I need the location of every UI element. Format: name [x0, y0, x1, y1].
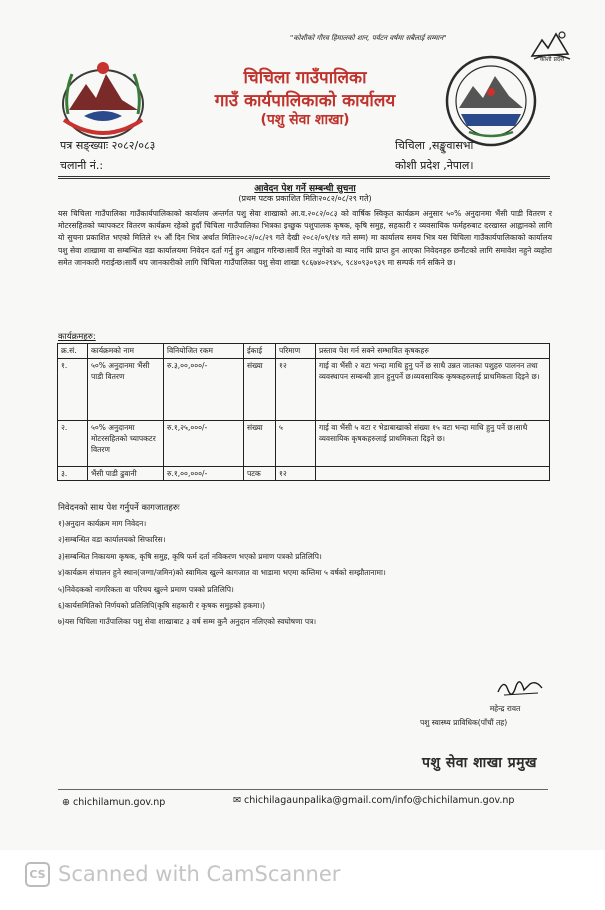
- table-row: [58, 467, 550, 481]
- column-header: परिमाण: [276, 344, 316, 359]
- footer-website: [62, 797, 165, 808]
- cell-eligible-farmers: [316, 467, 550, 481]
- title-municipality: चिचिला गाउँपालिका: [243, 68, 367, 88]
- nepal-emblem: [54, 54, 152, 146]
- koshi-province-caption: कोशी प्रदेश: [539, 56, 565, 63]
- cell-unit: संख्या: [244, 359, 276, 421]
- cell-sn: १.: [58, 359, 88, 421]
- address-line-1: चिचिला ,सङ्खुवासभा: [395, 139, 474, 152]
- cell-program-name: ५०% अनुदानमा मोटरसहितको च्यापकटर वितरण: [88, 421, 164, 467]
- title-branch: (पशु सेवा शाखा): [260, 112, 350, 128]
- list-item: ५)निवेदकको नागरिकता वा परिचय खुल्ने प्रमाण पत्रको प्रतिलिपि।: [58, 584, 234, 594]
- cell-sn: ३.: [58, 467, 88, 481]
- table-header-row: [58, 344, 550, 359]
- slogan: "कोशीको गौरव हिमालको शान, पर्यटन वर्षमा सबैलाई सम्मान": [290, 34, 447, 42]
- list-item: ७)यस चिचिला गाउँपालिका पशु सेवा शाखाबाट ३ वर्ष सम्म कुनै अनुदान नलिएको स्वघोषणा पत्र।: [58, 617, 317, 627]
- branch-chief-stamp: पशु सेवा शाखा प्रमुख: [422, 755, 537, 771]
- chalani-number: चलानी नं.:: [60, 159, 104, 172]
- list-item: १)अनुदान कार्यक्रम माग निवेदन।: [58, 519, 147, 528]
- patra-sankhya: पत्र सङ्ख्याः २०८२/०८३: [60, 139, 156, 152]
- cell-quantity: ५: [276, 421, 316, 467]
- cell-eligible-farmers: गाई वा भैंसी २ वटा भन्दा माथि हुनु पर्ने छ साथै उन्नत जातका पशुहरु पालनन तथा व्यवस्थापन सम्बन्धी ज्ञान हुनुपर्ने छ।व्यवसायिक कृषकहरुलाई प्राथमिकता दिइने छ।: [316, 359, 550, 421]
- cell-quantity: १२: [276, 359, 316, 421]
- table-row: [58, 421, 550, 467]
- signatory-title: पशु स्वास्थ्य प्राविधिक(पाँचौं तह): [420, 718, 508, 727]
- column-header: विनियोजित रकम: [164, 344, 244, 359]
- title-office: गाउँ कार्यपालिकाको कार्यालय: [214, 91, 396, 111]
- envelope-icon: ✉: [233, 795, 241, 806]
- list-item: ३)सम्बन्धित निकायमा कृषक, कृषि समुह, कृषि फर्म दर्ता नविकरण भएको प्रमाण पत्रको प्रतिलिपि।: [58, 551, 322, 561]
- email-text: chichilagaunpalika@gmail.com/info@chichilamun.gov.np: [244, 795, 515, 806]
- cell-amount: रु.१,००,०००/-: [164, 467, 244, 481]
- cell-unit: पटक: [244, 467, 276, 481]
- cell-program-name: ५०% अनुदानमा भैंसी पाडी वितरण: [88, 359, 164, 421]
- column-header: क्र.सं.: [58, 344, 88, 359]
- header-divider: [58, 176, 550, 177]
- signatory-name: महेन्द्र रावत: [489, 704, 521, 713]
- header-divider-double: [58, 178, 550, 179]
- camscanner-logo: CS: [25, 862, 50, 887]
- footer-email: [233, 795, 514, 806]
- cell-quantity: १२: [276, 467, 316, 481]
- list-item: ४)कार्यक्रम संचालन हुने स्थान(जग्गा/जमिन)को स्वामित्व खुल्ने कागजात वा भाडामा भएमा कम्तिमा ५ वर्षको सम्झौतानामा।: [58, 568, 386, 578]
- cell-amount: रु.१,२५,०००/-: [164, 421, 244, 467]
- programs-table: [57, 343, 550, 481]
- documents-list: [58, 516, 552, 631]
- notice-published-date: (प्रथम पटक प्रकाशित मितिः२०८२/०८/२९ गते): [238, 194, 372, 203]
- list-item: ६)कार्यसमितिको निर्णयको प्रतिलिपि(कृषि सहकारी र कृषक समुहको हकमा।): [58, 601, 266, 611]
- list-item: २)सम्बन्धित वडा कार्यालयको सिफारिस।: [58, 535, 166, 545]
- programs-heading: कार्यक्रमहरु:: [58, 332, 96, 342]
- documents-heading: निवेदनको साथ पेश गर्नुपर्ने कागजातहरुः: [58, 503, 180, 513]
- letter-reference: [60, 136, 155, 176]
- notice-subject: आवेदन पेश गर्ने सम्बन्धी सुचना: [254, 184, 356, 194]
- notice-body: यस चिचिला गाउँपालिका गाउँकार्यपालिकाको कार्यालय अन्तर्गत पशु सेवा शाखाको आ.व.२०८२/०८३ को वार्षिक स्विकृत कार्यक्रम अनुसार ५०% अनुदानमा भैंसी पाडी वितरण र मोटरसहितको च्यापकटर वितरण कार्यक्रम रहेको हुदाँ चिचिला गाउँपालिका भित्रका इच्छुक पशुपालक कृषक, कृषि समुह, सहकारी र व्यवसायिक फर्महरुबाट दरखास्त आह्वानको लागि यो सुचना प्रकाशित भएको मितिले १५ औं दिन भित्र अर्थात मितिः२०८२/०८/२९ गते देखी २०८२/०९/१४ गते सम्म) मा कार्यालय समय भित्र यस चिचिला गाउँकार्यपालिकाको कार्यालय पशु सेवा शाखामा वा सम्बन्धित वडा कार्यालयमा निवेदन दर्ता गर्नु हुन आह्वान गरिन्छ।सार्वै रित नपुगेको वा म्याद नाघि प्राप्त हुन आएका निवेदनहरु छनौटको लागि समावेश नहुने व्यहोरा समेत जानकारी गराईन्छ।सार्वै थप जानकारीको लागि चिचिला गाउँपालिका पशु सेवा शाखा ९८६७४०२९४५, ९८४०९३०९३९ मा सम्पर्क गर्न सकिने छ।: [58, 209, 552, 267]
- camscanner-watermark: Scanned with CamScanner: [58, 862, 341, 886]
- website-text: chichilamun.gov.np: [73, 797, 166, 808]
- column-header: प्रस्ताव पेश गर्न सक्ने सम्भावित कृषकहरु: [316, 344, 550, 359]
- cell-program-name: भैंसी पाडी ढुवानी: [88, 467, 164, 481]
- column-header: ईकाई: [244, 344, 276, 359]
- cell-unit: संख्या: [244, 421, 276, 467]
- cell-eligible-farmers: गाई वा भैंसी ५ वटा र भेडाबाखाको संख्या १५ वटा भन्दा माथि हुनु पर्ने छ।साथै व्यवसायिक कृषकहरुलाई प्राथमिकता दिइने छ।: [316, 421, 550, 467]
- office-address: [395, 136, 545, 176]
- address-line-2: कोशी प्रदेश ,नेपाल।: [395, 159, 474, 172]
- cell-sn: २.: [58, 421, 88, 467]
- globe-icon: ⊕: [62, 797, 70, 808]
- table-row: [58, 359, 550, 421]
- footer-divider: [58, 789, 548, 790]
- column-header: कार्यक्रमको नाम: [88, 344, 164, 359]
- cell-amount: रु.३,००,०००/-: [164, 359, 244, 421]
- handwritten-signature: [494, 676, 546, 700]
